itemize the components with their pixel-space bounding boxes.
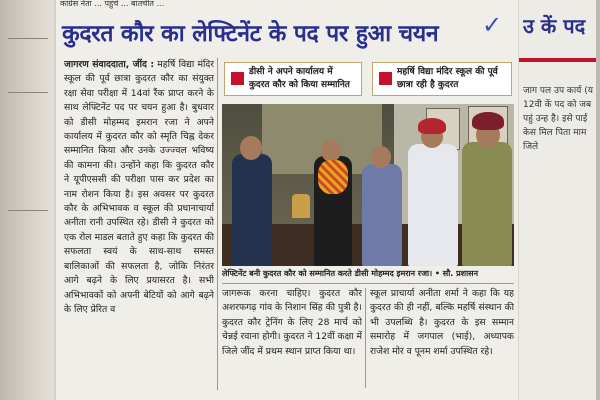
adjacent-headline: उ कें पद — [523, 14, 586, 38]
right-background-edge — [596, 0, 600, 400]
newspaper-clipping — [56, 0, 518, 400]
lower-column-right: स्कूल प्राचार्या अनीता शर्मा ने कहा कि यह कुदरत की ही नहीं, बल्कि महर्षि संस्थान की भी उपलब्धि है। कुदरत के इस सम्मान समारोह में जगपाल (भाई), अध्यापक राजेश मोर व पूनम शर्मा उपस्थित रहे। — [370, 288, 514, 357]
person — [232, 154, 272, 266]
news-photo — [222, 104, 514, 266]
person — [371, 146, 391, 168]
strip-line — [8, 38, 48, 39]
left-background-strip — [0, 0, 56, 400]
article-body: महर्षि विद्या मंदिर स्कूल की पूर्व छात्रा कुदरत कौर का संयुक्त रक्षा सेवा परीक्षा में 14वां रैंक प्राप्त करने के साथ लेफ्टिनेंट पद पर चयन हुआ है। बुधवार को डीसी मोहम्मद इमरान रजा ने अपने कार्यालय में कुदरत कौर को स्मृति चिह्न देकर सम्मानित किया और उनके उज्ज्वल भविष्य की कामना की। उन्होंने कहा कि कुदरत कौर ने यूपीएससी की परीक्षा पास कर प्रदेश का नाम रोशन किया है। इस अवसर पर कुदरत कौर के अभिभावक व स्कूल की प्रधानाचार्या अनीता रानी उपस्थित रहे। डीसी ने कुदरत को एक रोल माडल बताते हुए कहा कि कुदरत की सफलता स्वयं के साथ-साथ समस्त बालिकाओं की सफलता है, जोकि निरंतर आगे बढ़ने के लिए प्रयासरत है। सभी अभिभावकों को अपनी बेटियों को आगे बढ़ने के लिए प्रेरित व — [64, 59, 214, 315]
garland — [318, 160, 348, 194]
person — [408, 144, 458, 266]
person — [472, 112, 504, 130]
lower-column-left: जागरूक करना चाहिए। कुदरत कौर अशरफगढ़ गांव के निशान सिंह की पुत्री है। कुदरत कौर ट्रेनिंग के लिए 28 मार्च को चेन्नई रवाना होगी। कुदरत ने 12वीं कक्षा में जिले जींद में प्रथम स्थान प्राप्त किया था। — [222, 288, 362, 357]
adjacent-article — [518, 0, 600, 400]
caption-box-left — [224, 62, 362, 96]
main-article-column — [64, 58, 214, 398]
person — [321, 140, 341, 162]
caption-left-text: डीसी ने अपने कार्यालय में कुदरत कौर को किया सम्मानित — [249, 67, 350, 90]
person — [240, 136, 262, 160]
person — [362, 164, 402, 266]
byline: जागरण संवाददाता, जींद : — [64, 59, 155, 70]
headline: कुदरत कौर का लेफ्टिनेंट के पद पर हुआ चयन — [62, 21, 439, 47]
top-snippet: कांग्रेस नेता ... पहुंचे ... बातचीत ... — [60, 0, 165, 8]
person — [462, 142, 512, 266]
photo-caption: लेफ्टिनेंट बनी कुदरत कौर को सम्मानित करते डीसी मोहम्मद इमरान रजा। • सौ. प्रशासन — [222, 269, 479, 278]
section-divider — [222, 283, 514, 284]
strip-line — [8, 210, 48, 211]
caption-box-right — [372, 62, 512, 96]
memento-icon — [292, 194, 310, 218]
red-bullet-icon — [379, 72, 392, 85]
adjacent-rule — [519, 58, 600, 62]
adjacent-body: जाग पल उप कार्य (य 12वी कें पद को जब पहुं उन्ह है। इसे पाई केस मिल पिता माम जिले — [523, 86, 593, 152]
red-bullet-icon — [231, 72, 244, 85]
strip-line — [8, 92, 48, 93]
caption-right-text: महर्षि विद्या मंदिर स्कूल की पूर्व छात्रा रही है कुदरत — [397, 67, 498, 90]
column-divider — [365, 288, 366, 388]
pen-checkmark-icon: ✓ — [482, 11, 503, 39]
person — [418, 118, 446, 134]
column-divider — [217, 58, 218, 390]
